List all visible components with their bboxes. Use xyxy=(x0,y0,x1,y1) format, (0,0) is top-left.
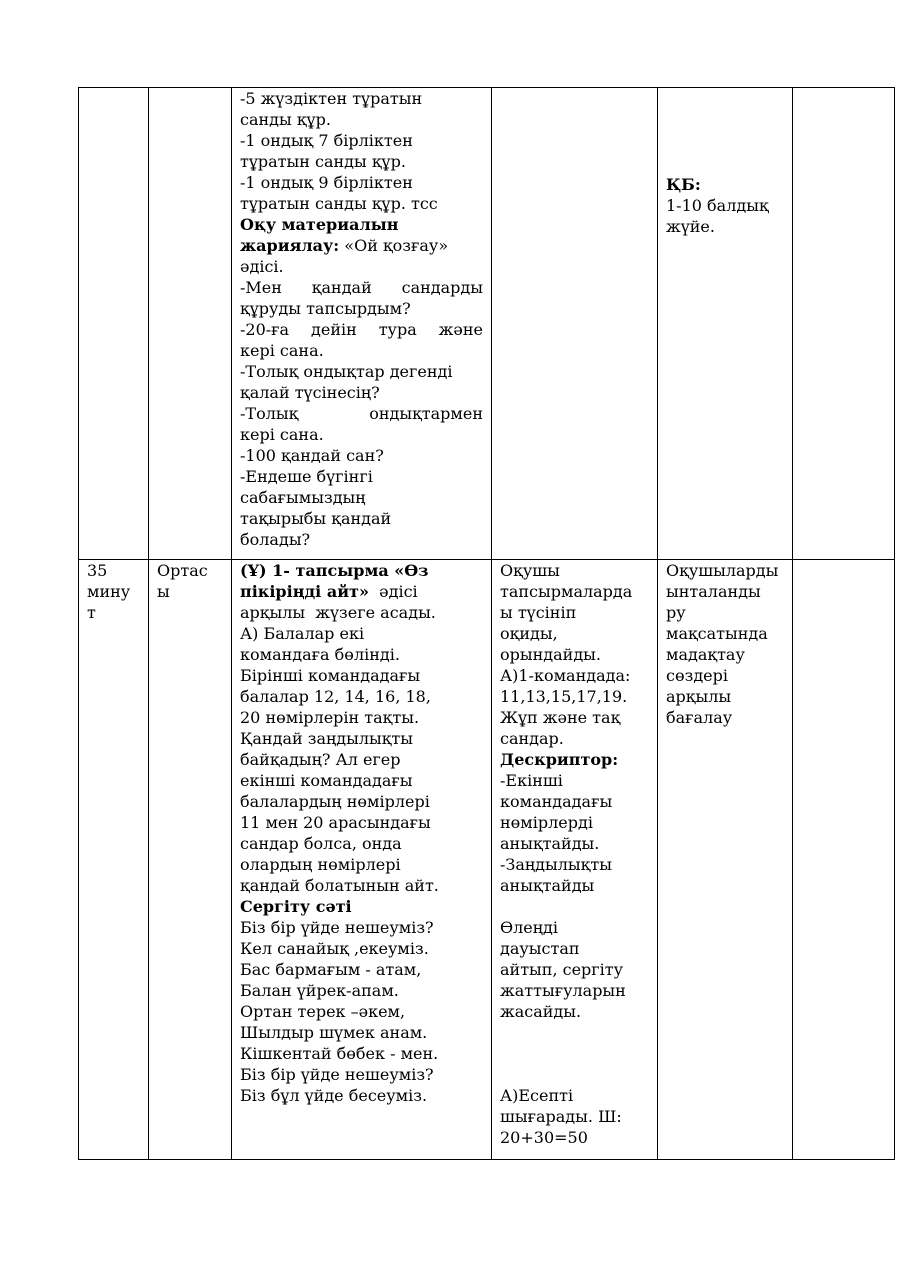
activity-line: санды құр. xyxy=(240,110,331,129)
poem-line: Біз бұл үйде бесеуміз. xyxy=(240,1086,428,1105)
task-title-after: әдісі xyxy=(368,582,418,601)
assessment-line: ынталанды xyxy=(666,582,761,601)
student-line: ы түсініп xyxy=(500,603,577,622)
material-method-end: әдісі. xyxy=(240,257,284,276)
table-row xyxy=(79,88,895,560)
student-activity-cell xyxy=(492,560,658,1160)
table-row xyxy=(79,560,895,1160)
assessment-cell xyxy=(658,560,793,1160)
assessment-line: сөздері xyxy=(666,666,728,685)
poem-line: Шылдыр шүмек анам. xyxy=(240,1023,428,1042)
student-line: Оқушы xyxy=(500,561,560,580)
task-title: (Ұ) 1- тапсырма «Өз xyxy=(240,561,429,580)
activity-line: тұратын санды құр. тсс xyxy=(240,194,438,213)
lesson-plan-table xyxy=(78,87,895,1160)
question-line: болады? xyxy=(240,530,311,549)
teacher-activity-cell xyxy=(232,88,492,560)
assessment-cell xyxy=(658,88,793,560)
poem-line: Кішкентай бөбек - мен. xyxy=(240,1044,439,1063)
descriptor-line: нөмірлерді xyxy=(500,813,593,832)
song-line: дауыстап xyxy=(500,939,580,958)
poem-line: Біз бір үйде нешеуміз? xyxy=(240,918,434,937)
poem-line: Ортан терек –әкем, xyxy=(240,1002,406,1021)
question-line: -Мен қандай сандарды xyxy=(240,278,483,297)
assessment-line: мақсатында xyxy=(666,624,768,643)
question-line: кері сана. xyxy=(240,341,324,360)
student-activity-cell xyxy=(492,88,658,560)
question-line: -Толық ондықтар дегенді xyxy=(240,362,453,381)
stage-line: ы xyxy=(157,582,170,601)
assessment-line: жүйе. xyxy=(666,217,715,236)
task-line: олардың нөмірлері xyxy=(240,855,401,874)
poem-line: Балан үйрек-апам. xyxy=(240,981,399,1000)
descriptor-line: анықтайды xyxy=(500,876,595,895)
time-cell xyxy=(79,560,149,1160)
task-title: пікіріңді айт» xyxy=(240,582,369,601)
assessment-heading: ҚБ: xyxy=(666,175,701,194)
task-line: сандар болса, онда xyxy=(240,834,402,853)
assessment-line: мадақтау xyxy=(666,645,745,664)
material-heading: Оқу материалын xyxy=(240,215,399,234)
student-line: сандар. xyxy=(500,729,564,748)
stage-cell xyxy=(149,560,232,1160)
task-line: байқадың? Ал егер xyxy=(240,750,401,769)
activity-line: -1 ондық 7 бірліктен xyxy=(240,131,413,150)
task-line: екінші командадағы xyxy=(240,771,413,790)
activity-line: -5 жүздіктен тұратын xyxy=(240,89,423,108)
resources-cell xyxy=(793,560,895,1160)
song-line: жасайды. xyxy=(500,1002,582,1021)
question-line: -20-ға дейін тура және xyxy=(240,320,483,339)
task-line: арқылы жүзеге асады. xyxy=(240,603,436,622)
assessment-line: Оқушыларды xyxy=(666,561,779,580)
poem-line: Кел санайық ,екеуміз. xyxy=(240,939,429,958)
student-line: Жұп және тақ xyxy=(500,708,621,727)
descriptor-line: -Екінші xyxy=(500,771,563,790)
material-method: «Ой қозғау» xyxy=(339,236,449,255)
solve-line: А)Есепті xyxy=(500,1086,574,1105)
poem-line: Біз бір үйде нешеуміз? xyxy=(240,1065,434,1084)
resources-cell xyxy=(793,88,895,560)
task-line: қандай болатынын айт. xyxy=(240,876,439,895)
stage-cell xyxy=(149,88,232,560)
question-line: қалай түсінесің? xyxy=(240,383,380,402)
song-line: Өлеңді xyxy=(500,918,558,937)
assessment-line: 1-10 балдық xyxy=(666,196,769,215)
warmup-heading: Сергіту сәті xyxy=(240,897,352,916)
student-line: орындайды. xyxy=(500,645,601,664)
task-line: А) Балалар екі xyxy=(240,624,365,643)
question-line: құруды тапсырдым? xyxy=(240,299,411,318)
material-heading: жариялау: xyxy=(240,236,340,255)
task-line: балалар 12, 14, 16, 18, xyxy=(240,687,431,706)
question-line: кері сана. xyxy=(240,425,324,444)
question-line: тақырыбы қандай xyxy=(240,509,392,528)
time-line: мину xyxy=(87,582,131,601)
student-line: 11,13,15,17,19. xyxy=(500,687,628,706)
stage-line: Ортас xyxy=(157,561,208,580)
student-line: А)1-командада: xyxy=(500,666,631,685)
question-line: сабағымыздың xyxy=(240,488,366,507)
task-line: 20 нөмірлерін тақты. xyxy=(240,708,420,727)
solve-line: 20+30=50 xyxy=(500,1128,588,1147)
task-line: балалардың нөмірлері xyxy=(240,792,430,811)
assessment-line: арқылы xyxy=(666,687,732,706)
solve-line: шығарады. Ш: xyxy=(500,1107,622,1126)
song-line: жаттығуларын xyxy=(500,981,626,1000)
time-cell xyxy=(79,88,149,560)
activity-line: -1 ондық 9 бірліктен xyxy=(240,173,413,192)
descriptor-line: командадағы xyxy=(500,792,613,811)
time-line: 35 xyxy=(87,561,108,580)
poem-line: Бас бармағым - атам, xyxy=(240,960,422,979)
task-line: 11 мен 20 арасындағы xyxy=(240,813,431,832)
task-line: командаға бөлінді. xyxy=(240,645,400,664)
descriptor-line: анықтайды. xyxy=(500,834,600,853)
student-line: оқиды, xyxy=(500,624,558,643)
question-line: -100 қандай сан? xyxy=(240,446,384,465)
time-line: т xyxy=(87,603,96,622)
teacher-activity-cell xyxy=(232,560,492,1160)
question-line: -Ендеше бүгінгі xyxy=(240,467,373,486)
student-line: тапсырмаларда xyxy=(500,582,633,601)
question-line: -Толық ондықтармен xyxy=(240,404,483,423)
task-line: Бірінші командадағы xyxy=(240,666,421,685)
song-line: айтып, сергіту xyxy=(500,960,624,979)
task-line: Қандай заңдылықты xyxy=(240,729,414,748)
descriptor-line: -Заңдылықты xyxy=(500,855,612,874)
assessment-line: ру xyxy=(666,603,686,622)
activity-line: тұратын санды құр. xyxy=(240,152,406,171)
descriptor-heading: Дескриптор: xyxy=(500,750,619,769)
assessment-line: бағалау xyxy=(666,708,733,727)
